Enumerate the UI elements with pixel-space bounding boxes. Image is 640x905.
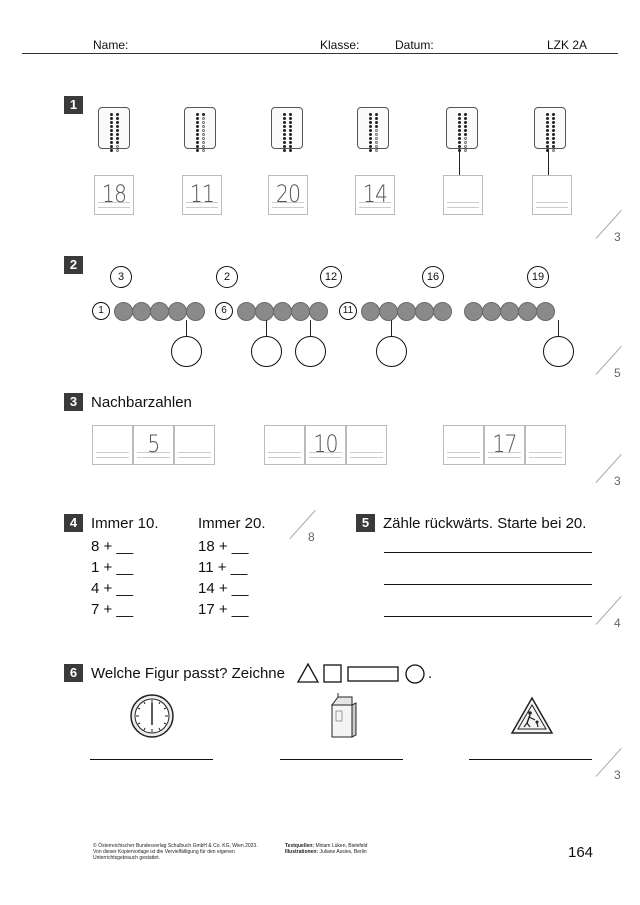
filled-dot [552, 141, 555, 144]
empty-dot [116, 149, 119, 152]
empty-dot [375, 149, 378, 152]
filled-dot [283, 121, 286, 124]
answer-box[interactable] [346, 425, 387, 465]
answer-box[interactable] [174, 425, 215, 465]
number-circle-label: 3 [117, 271, 125, 283]
answer-value: 11 [189, 180, 215, 208]
sum-item[interactable]: 18 + __ [198, 538, 249, 555]
filled-dot [196, 145, 199, 148]
connector-line [186, 320, 187, 337]
empty-dot [202, 141, 205, 144]
task-4-score: 8 [290, 518, 320, 558]
guide-line [447, 202, 479, 203]
clock-icon [128, 692, 176, 740]
filled-dot [283, 129, 286, 132]
task-1-score: 3 [596, 218, 626, 258]
filled-dot [552, 133, 555, 136]
start-number-circle [339, 302, 357, 320]
filled-dot [283, 137, 286, 140]
empty-dot [375, 137, 378, 140]
guide-line [268, 452, 301, 453]
filled-dot [289, 129, 292, 132]
filled-dot [546, 117, 549, 120]
guide-line [178, 457, 211, 458]
empty-dot [202, 137, 205, 140]
given-number-box [484, 425, 525, 465]
filled-dot [283, 113, 286, 116]
abacus-column [202, 113, 204, 153]
task-3-title: Nachbarzahlen [91, 394, 192, 411]
filled-dot [110, 133, 113, 136]
filled-dot [110, 141, 113, 144]
empty-dot [375, 129, 378, 132]
abacus-column [464, 113, 466, 153]
text-credit-label: Textquellen: [285, 843, 315, 849]
filled-dot [464, 117, 467, 120]
page-number: 164 [568, 844, 594, 861]
filled-dot [289, 121, 292, 124]
filled-dot [369, 149, 372, 152]
filled-dot [375, 125, 378, 128]
guide-line [178, 452, 211, 453]
filled-dot [196, 125, 199, 128]
klasse-label: Klasse: [320, 38, 360, 52]
answer-line[interactable] [280, 759, 403, 760]
filled-dot [375, 121, 378, 124]
number-circle [110, 266, 132, 288]
start-number-label: 1 [98, 305, 104, 316]
filled-dot [116, 137, 119, 140]
answer-value: 14 [362, 180, 388, 208]
connector-line [459, 149, 460, 175]
filled-dot [289, 141, 292, 144]
empty-dot [464, 141, 467, 144]
sum-item[interactable]: 14 + __ [198, 580, 249, 597]
filled-dot [546, 141, 549, 144]
filled-dot [375, 113, 378, 116]
given-number: 10 [313, 430, 338, 458]
filled-dot [552, 121, 555, 124]
answer-circle[interactable] [543, 336, 574, 367]
filled-dot [369, 133, 372, 136]
filled-dot [552, 113, 555, 116]
answer-circle[interactable] [251, 336, 282, 367]
abacus-column [283, 113, 285, 153]
given-number-box [305, 425, 346, 465]
filled-dot [458, 125, 461, 128]
bead [273, 302, 292, 321]
guide-line [529, 457, 562, 458]
juice-carton-icon [328, 693, 358, 739]
filled-dot [458, 113, 461, 116]
bead [464, 302, 483, 321]
filled-dot [202, 113, 205, 116]
filled-dot [458, 117, 461, 120]
guide-line [529, 452, 562, 453]
filled-dot [110, 137, 113, 140]
copyright-notice [93, 843, 258, 861]
bead [397, 302, 416, 321]
number-circle-label: 12 [324, 271, 338, 283]
name-label: Name: [93, 38, 129, 52]
filled-dot [116, 133, 119, 136]
filled-dot [110, 121, 113, 124]
connector-line [310, 320, 311, 337]
empty-dot [202, 129, 205, 132]
filled-dot [196, 113, 199, 116]
guide-line [447, 452, 480, 453]
empty-dot [202, 145, 205, 148]
sum-item[interactable]: 17 + __ [198, 601, 249, 618]
warning-sign-icon [510, 696, 554, 736]
answer-box[interactable] [525, 425, 566, 465]
abacus-card [184, 107, 216, 149]
guide-line [447, 457, 480, 458]
bead [500, 302, 519, 321]
empty-dot [202, 121, 205, 124]
empty-dot [464, 149, 467, 152]
filled-dot [196, 149, 199, 152]
connector-line [391, 320, 392, 337]
bead [309, 302, 328, 321]
filled-dot [289, 113, 292, 116]
given-number: 5 [147, 430, 160, 458]
filled-dot [369, 121, 372, 124]
sum-item[interactable]: 8 + __ [91, 538, 134, 555]
connector-line [548, 149, 549, 175]
filled-dot [116, 141, 119, 144]
filled-dot [458, 133, 461, 136]
answer-box[interactable] [443, 425, 484, 465]
filled-dot [375, 117, 378, 120]
filled-dot [369, 125, 372, 128]
abacus-card [357, 107, 389, 149]
filled-dot [458, 141, 461, 144]
abacus-card [271, 107, 303, 149]
bead [379, 302, 398, 321]
start-number-circle [215, 302, 233, 320]
filled-dot [546, 113, 549, 116]
task-1-badge: 1 [64, 96, 83, 114]
filled-dot [464, 133, 467, 136]
answer-box[interactable] [94, 175, 134, 215]
filled-dot [458, 129, 461, 132]
bead [433, 302, 452, 321]
empty-dot [552, 149, 555, 152]
empty-dot [375, 145, 378, 148]
number-circle-label: 19 [531, 271, 545, 283]
number-circle [527, 266, 549, 288]
filled-dot [289, 149, 292, 152]
abacus-column [289, 113, 291, 153]
number-circle [320, 266, 342, 288]
filled-dot [369, 113, 372, 116]
sum-item[interactable]: 11 + __ [198, 559, 248, 576]
filled-dot [369, 137, 372, 140]
filled-dot [464, 121, 467, 124]
bead [132, 302, 151, 321]
illustration-credit-value: Juliane Assies, Berlin [319, 849, 367, 855]
filled-dot [546, 121, 549, 124]
task-5-badge: 5 [356, 514, 375, 532]
abacus-card [534, 107, 566, 149]
empty-dot [116, 145, 119, 148]
guide-line [268, 457, 301, 458]
task-6-score: 3 [596, 756, 626, 796]
task-2-score: 5 [596, 354, 626, 394]
bead [518, 302, 537, 321]
abacus-column [116, 113, 118, 153]
answer-circle[interactable] [376, 336, 407, 367]
filled-dot [196, 137, 199, 140]
filled-dot [116, 121, 119, 124]
empty-dot [202, 117, 205, 120]
task-5-score: 4 [596, 604, 626, 644]
guide-line [447, 207, 479, 208]
number-circle [422, 266, 444, 288]
filled-dot [110, 129, 113, 132]
filled-dot [110, 145, 113, 148]
empty-dot [202, 149, 205, 152]
bead [186, 302, 205, 321]
filled-dot [116, 125, 119, 128]
copyright-line: Unterrichtsgebrauch gestattet. [93, 855, 160, 861]
answer-box[interactable] [532, 175, 572, 215]
filled-dot [283, 145, 286, 148]
text-credit-value: Miriam Lüken, Bielefeld [315, 843, 368, 849]
empty-dot [202, 125, 205, 128]
test-code: LZK 2A [547, 38, 588, 52]
filled-dot [369, 145, 372, 148]
task-4-col2-title: Immer 20. [198, 515, 266, 532]
filled-dot [196, 117, 199, 120]
shapes-icon [296, 662, 431, 684]
filled-dot [196, 133, 199, 136]
sum-item[interactable]: 4 + __ [91, 580, 134, 597]
abacus-card [98, 107, 130, 149]
task-6-title: Welche Figur passt? Zeichne [91, 665, 285, 682]
header-line [22, 53, 618, 54]
filled-dot [196, 129, 199, 132]
answer-box[interactable] [355, 175, 395, 215]
task-6-title-end: . [428, 665, 433, 682]
filled-dot [110, 113, 113, 116]
copyright-line: © Österreichischer Bundesverlag Schulbuch GmbH & Co. KG, Wien 2023. [93, 843, 258, 849]
given-number: 17 [492, 430, 517, 458]
filled-dot [552, 137, 555, 140]
abacus-column [196, 113, 198, 153]
filled-dot [369, 117, 372, 120]
number-circle-label: 16 [426, 271, 440, 283]
filled-dot [464, 113, 467, 116]
empty-dot [375, 133, 378, 136]
filled-dot [464, 129, 467, 132]
start-number-label: 6 [221, 305, 227, 316]
filled-dot [283, 133, 286, 136]
filled-dot [289, 133, 292, 136]
illustration-credit-label: Illustrationen: [285, 849, 319, 855]
answer-circle[interactable] [295, 336, 326, 367]
bead [237, 302, 256, 321]
filled-dot [546, 137, 549, 140]
filled-dot [196, 121, 199, 124]
filled-dot [283, 149, 286, 152]
abacus-column [458, 113, 460, 153]
empty-dot [464, 145, 467, 148]
answer-box[interactable] [268, 175, 308, 215]
bead [168, 302, 187, 321]
answer-line[interactable] [384, 552, 592, 553]
sum-item[interactable]: 7 + __ [91, 601, 134, 618]
filled-dot [116, 113, 119, 116]
bead [150, 302, 169, 321]
answer-box[interactable] [264, 425, 305, 465]
task-3-badge: 3 [64, 393, 83, 411]
answer-box[interactable] [443, 175, 483, 215]
filled-dot [552, 117, 555, 120]
bead [291, 302, 310, 321]
guide-line [536, 202, 568, 203]
guide-line [350, 452, 383, 453]
filled-dot [369, 141, 372, 144]
empty-dot [464, 137, 467, 140]
answer-value: 18 [101, 180, 127, 208]
filled-dot [116, 129, 119, 132]
number-circle-label: 2 [223, 271, 231, 283]
copyright-line: Von dieser Kopiervorlage ist die Vervielfältigung für den eigenen [93, 849, 235, 855]
given-number-box [133, 425, 174, 465]
task-4-col1-title: Immer 10. [91, 515, 159, 532]
answer-line[interactable] [384, 616, 592, 617]
filled-dot [546, 145, 549, 148]
filled-dot [289, 125, 292, 128]
bead [536, 302, 555, 321]
bead [482, 302, 501, 321]
abacus-column [110, 113, 112, 153]
connector-line [558, 320, 559, 337]
filled-dot [458, 121, 461, 124]
filled-dot [289, 145, 292, 148]
filled-dot [289, 117, 292, 120]
empty-dot [202, 133, 205, 136]
answer-box[interactable] [92, 425, 133, 465]
abacus-column [552, 113, 554, 153]
sum-item[interactable]: 1 + __ [91, 559, 134, 576]
filled-dot [196, 141, 199, 144]
filled-dot [546, 133, 549, 136]
filled-dot [546, 129, 549, 132]
task-2-badge: 2 [64, 256, 83, 274]
filled-dot [110, 149, 113, 152]
filled-dot [369, 129, 372, 132]
guide-line [96, 452, 129, 453]
filled-dot [283, 117, 286, 120]
connector-line [266, 320, 267, 337]
guide-line [536, 207, 568, 208]
answer-line[interactable] [90, 759, 213, 760]
filled-dot [458, 145, 461, 148]
filled-dot [289, 137, 292, 140]
filled-dot [110, 117, 113, 120]
bead [415, 302, 434, 321]
filled-dot [110, 125, 113, 128]
answer-line[interactable] [469, 759, 592, 760]
task-6-badge: 6 [64, 664, 83, 682]
bead [114, 302, 133, 321]
credits [285, 843, 367, 855]
abacus-column [546, 113, 548, 153]
filled-dot [552, 129, 555, 132]
answer-box[interactable] [182, 175, 222, 215]
filled-dot [546, 125, 549, 128]
filled-dot [283, 141, 286, 144]
task-4-badge: 4 [64, 514, 83, 532]
datum-label: Datum: [395, 38, 434, 52]
guide-line [96, 457, 129, 458]
task-3-score: 3 [596, 462, 626, 502]
start-number-circle [92, 302, 110, 320]
start-number-label: 11 [342, 305, 354, 316]
number-circle [216, 266, 238, 288]
answer-circle[interactable] [171, 336, 202, 367]
filled-dot [552, 125, 555, 128]
filled-dot [116, 117, 119, 120]
filled-dot [552, 145, 555, 148]
task-5-title: Zähle rückwärts. Starte bei 20. [383, 515, 587, 532]
empty-dot [375, 141, 378, 144]
answer-value: 20 [275, 180, 301, 208]
guide-line [350, 457, 383, 458]
bead [361, 302, 380, 321]
filled-dot [458, 137, 461, 140]
answer-line[interactable] [384, 584, 592, 585]
bead [255, 302, 274, 321]
abacus-card [446, 107, 478, 149]
abacus-column [375, 113, 377, 153]
abacus-column [369, 113, 371, 153]
filled-dot [464, 125, 467, 128]
filled-dot [283, 125, 286, 128]
